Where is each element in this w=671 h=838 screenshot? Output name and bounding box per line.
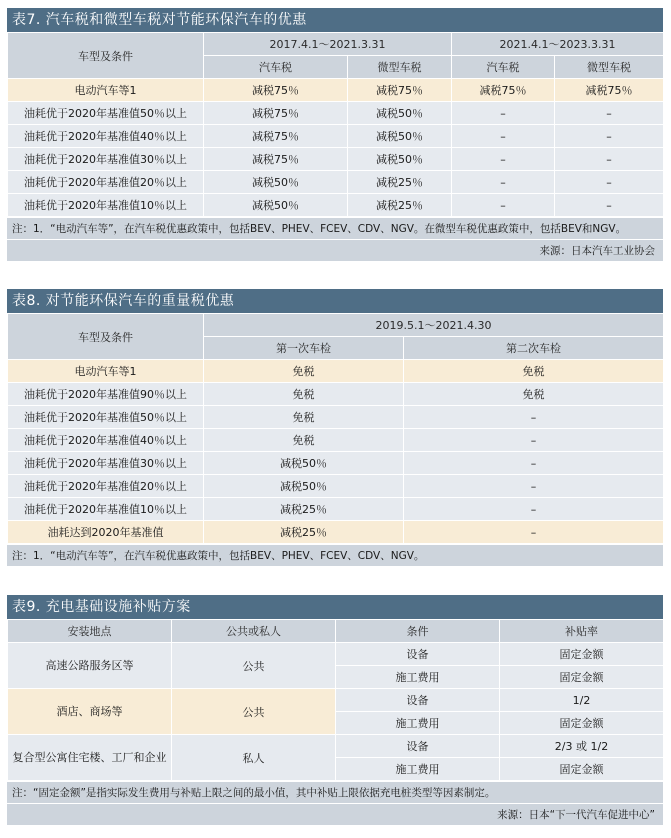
table-row [8,79,664,102]
table-cell: 减税75％ [204,79,348,102]
table7-source: 来源：日本汽车工业协会 [7,239,663,261]
table-cell: 减税75％ [452,79,555,102]
table-cell: 减税50％ [204,194,348,217]
install-location: 高速公路服务区等 [8,643,172,689]
row-condition: 油耗优于2020年基准值10％以上 [8,194,204,217]
table-cell: 施工费用 [336,666,500,689]
table7-grid [7,32,664,217]
table-cell: 设备 [336,735,500,758]
table-cell: 免税 [204,383,404,406]
row-condition: 油耗优于2020年基准值40％以上 [8,125,204,148]
table8-period: 2019.5.1～2021.4.30 [204,314,664,337]
table8-sub-second: 第二次车检 [404,337,664,360]
table-cell: 2/3 或 1/2 [500,735,664,758]
public-private: 公共 [172,689,336,735]
table-row [8,125,664,148]
table-row [8,498,664,521]
table-cell: – [555,102,664,125]
row-condition: 油耗优于2020年基准值40％以上 [8,429,204,452]
table-row [8,643,664,666]
table-cell: 减税75％ [555,79,664,102]
table-cell: 减税75％ [204,125,348,148]
table-cell: 减税25％ [204,498,404,521]
table-cell: – [452,148,555,171]
table-row [8,689,664,712]
row-condition: 油耗优于2020年基准值50％以上 [8,406,204,429]
table7-period2: 2021.4.1～2023.3.31 [452,33,664,56]
table-cell: – [452,125,555,148]
table7 [7,8,663,261]
table-row [8,735,664,758]
public-private: 公共 [172,643,336,689]
row-condition: 油耗优于2020年基准值90％以上 [8,383,204,406]
table-row [8,521,664,544]
table9-header-type: 公共或私人 [172,620,336,643]
table-cell: 固定金额 [500,643,664,666]
table-cell: 减税50％ [348,148,452,171]
table9 [7,595,663,825]
row-condition: 油耗达到2020年基准值 [8,521,204,544]
table-cell: – [555,171,664,194]
table-cell: 减税50％ [204,452,404,475]
table-row [8,148,664,171]
row-condition: 油耗优于2020年基准值20％以上 [8,475,204,498]
table-cell: 减税75％ [204,148,348,171]
table-cell: 减税75％ [348,79,452,102]
install-location: 复合型公寓住宅楼、工厂和企业 [8,735,172,781]
table-cell: 减税50％ [204,475,404,498]
table-cell: – [404,521,664,544]
table-cell: – [555,125,664,148]
table7-period1: 2017.4.1～2021.3.31 [204,33,452,56]
table-cell: 减税50％ [348,102,452,125]
table9-title: 表9. 充电基础设施补贴方案 [7,595,663,619]
table-row [8,383,664,406]
table-row [8,452,664,475]
table-cell: 设备 [336,643,500,666]
table-cell: – [404,475,664,498]
row-condition: 油耗优于2020年基准值30％以上 [8,148,204,171]
install-location: 酒店、商场等 [8,689,172,735]
row-condition: 油耗优于2020年基准值50％以上 [8,102,204,125]
table-cell: – [404,406,664,429]
table-cell: – [555,194,664,217]
table-cell: 施工费用 [336,712,500,735]
table-cell: 减税75％ [204,102,348,125]
table-cell: – [404,429,664,452]
table9-note: 注：“固定金额”是指实际发生费用与补贴上限之间的最小值，其中补贴上限依据充电桩类型等因素制定。 [7,781,663,803]
table9-source: 来源：日本“下一代汽车促进中心” [7,803,663,825]
table9-header-condition: 条件 [336,620,500,643]
table7-sub-auto-1: 汽车税 [204,56,348,79]
row-condition: 油耗优于2020年基准值10％以上 [8,498,204,521]
table9-grid [7,619,664,781]
table-cell: – [452,171,555,194]
table-row [8,194,664,217]
table-cell: 减税50％ [348,125,452,148]
table8-note: 注：1．“电动汽车等”，在汽车税优惠政策中，包括BEV、PHEV、FCEV、CDV、NGV。 [7,544,663,566]
table8-body [8,360,664,544]
table-cell: 免税 [204,406,404,429]
table-cell: 减税25％ [348,171,452,194]
table8-grid [7,313,664,544]
table-row [8,171,664,194]
table-cell: – [404,498,664,521]
table-cell: 固定金额 [500,758,664,781]
table-cell: – [404,452,664,475]
table7-title: 表7. 汽车税和微型车税对节能环保汽车的优惠 [7,8,663,32]
table-row [8,475,664,498]
table-row [8,406,664,429]
table-cell: 减税25％ [204,521,404,544]
table7-condition-header: 车型及条件 [8,33,204,79]
table9-body [8,643,664,781]
table-row [8,102,664,125]
table-cell: 免税 [404,383,664,406]
table-cell: – [555,148,664,171]
table-cell: 减税50％ [204,171,348,194]
table8-condition-header: 车型及条件 [8,314,204,360]
row-condition: 油耗优于2020年基准值20％以上 [8,171,204,194]
table-cell: – [452,102,555,125]
public-private: 私人 [172,735,336,781]
table-cell: 减税25％ [348,194,452,217]
table-row [8,360,664,383]
table7-sub-auto-2: 汽车税 [452,56,555,79]
table-cell: 免税 [204,360,404,383]
row-condition: 电动汽车等1 [8,79,204,102]
table9-header-location: 安装地点 [8,620,172,643]
table7-sub-kei-2: 微型车税 [555,56,664,79]
table8 [7,289,663,566]
table-cell: – [452,194,555,217]
table-cell: 固定金额 [500,712,664,735]
table9-header-rate: 补贴率 [500,620,664,643]
table7-note: 注：1．“电动汽车等”，在汽车税优惠政策中，包括BEV、PHEV、FCEV、CDV、NGV。在微型车税优惠政策中，包括BEV和NGV。 [7,217,663,239]
row-condition: 油耗优于2020年基准值30％以上 [8,452,204,475]
table-cell: 固定金额 [500,666,664,689]
table-cell: 施工费用 [336,758,500,781]
row-condition: 电动汽车等1 [8,360,204,383]
table8-sub-first: 第一次车检 [204,337,404,360]
table7-sub-kei-1: 微型车税 [348,56,452,79]
table-cell: 免税 [404,360,664,383]
table-cell: 设备 [336,689,500,712]
table8-title: 表8. 对节能环保汽车的重量税优惠 [7,289,663,313]
table-row [8,429,664,452]
table-cell: 1/2 [500,689,664,712]
table-cell: 免税 [204,429,404,452]
table7-body [8,79,664,217]
